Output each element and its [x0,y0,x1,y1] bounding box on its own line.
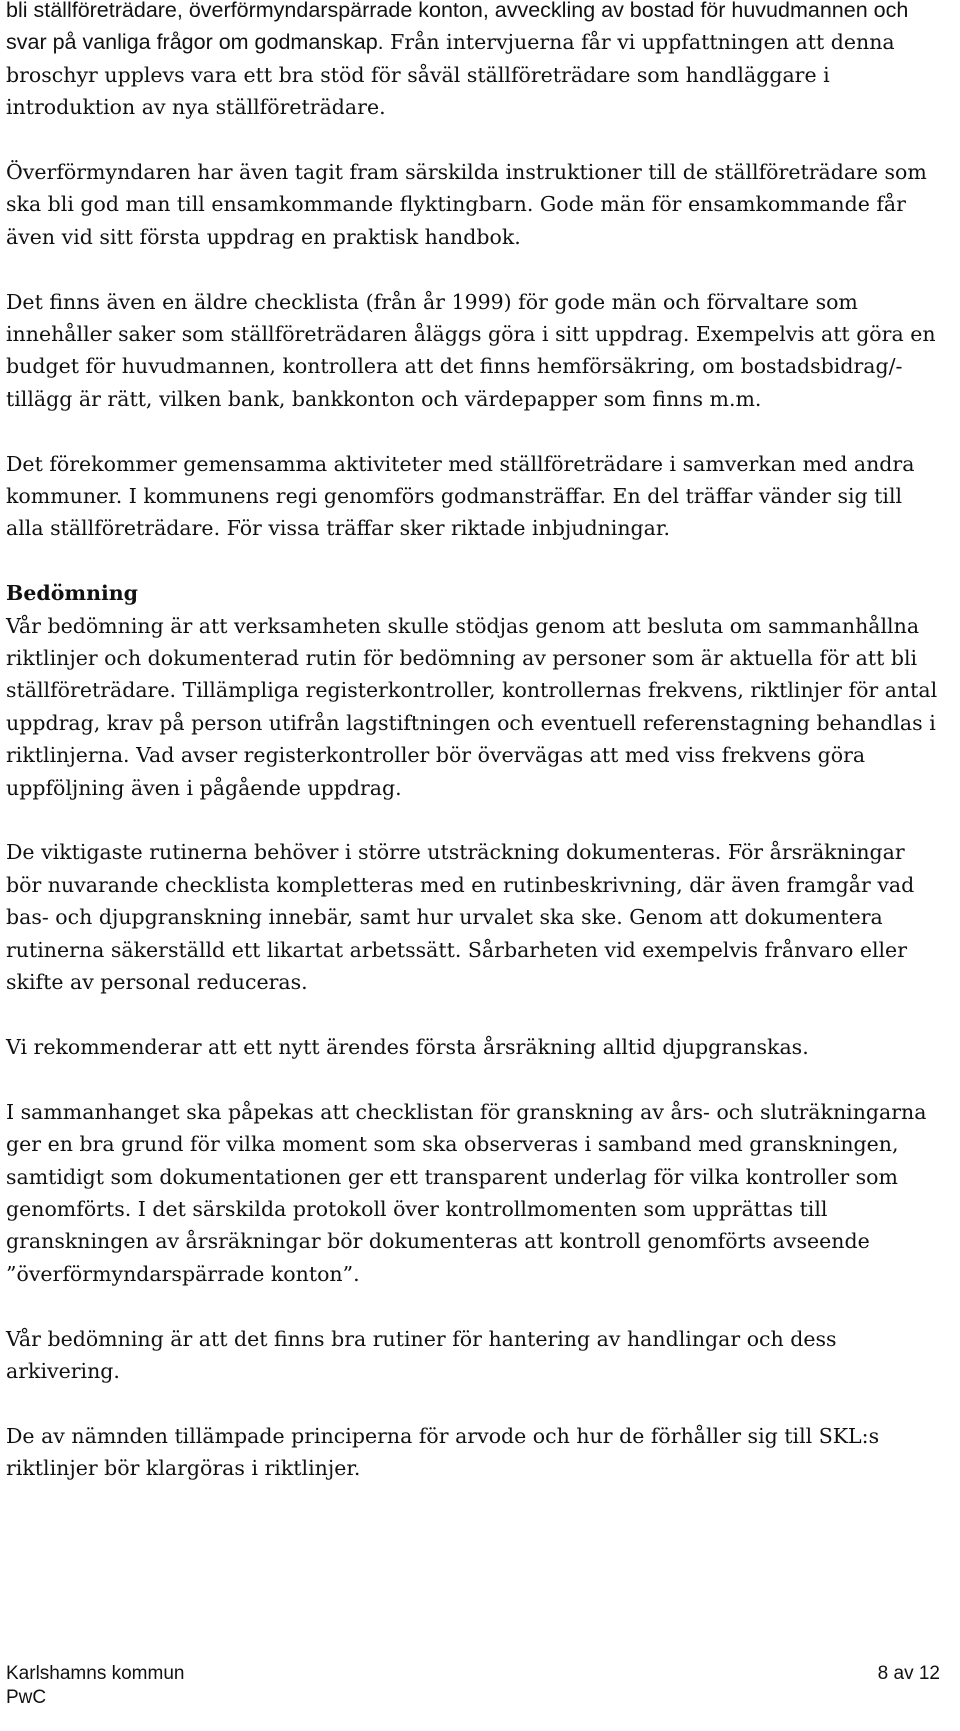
assessment-paragraph-routines: De viktigaste rutinerna behöver i större utsträckning dokumenteras. För årsräkningar bör nuvarande checklista kompletteras med en rutinbeskrivning, där även framgår vad bas- och djupgranskning innebär, samt hur urvalet ska ske. Genom att dokumentera rutinerna säkerställd ett likartat arbetssätt. Sårbarheten vid exempelvis frånvaro eller skifte av personal reduceras. [6,840,915,995]
paragraph-brochure [6,0,946,124]
assessment-paragraph-recommendation: Vi rekommenderar att ett nytt ärendes första årsräkning alltid djupgranskas. [6,1034,809,1059]
assessment-paragraph-archiving: Vår bedömning är att det finns bra rutiner för hantering av handlingar och dess arkivering. [6,1326,837,1383]
paragraph-checklist: Det finns även en äldre checklista (från år 1999) för gode män och förvaltare som innehåller saker som ställföreträdaren åläggs göra i sitt uppdrag. Exempelvis att göra en budget för huvudmannen, kontrollera att det finns hemförsäkring, om bostadsbidrag/-tillägg är rätt, vilken bank, bankkonton och värdepapper som finns m.m. [6,289,936,411]
paragraph-brochure-part1: bli ställföreträdare, överförmyndarspärrade konton, avveckling av bostad för huvudmannen och svar på vanliga frågor om godmanskap. [6,0,909,55]
footer-row [6,1662,950,1686]
assessment-paragraph-fees: De av nämnden tillämpade principerna för arvode och hur de förhåller sig till SKL:s riktlinjer bör klargöras i riktlinjer. [6,1423,880,1481]
footer-page-number: 8 av 12 [877,1663,940,1684]
paragraph-activities: Det förekommer gemensamma aktiviteter med ställföreträdare i samverkan med andra kommuner. I kommunens regi genomförs godmansträffar. En del träffar vänder sig till alla ställföreträdare. För vissa träffar sker riktade inbjudningar. [6,451,915,541]
assessment-paragraph-guidelines: Vår bedömning är att verksamheten skulle stödjas genom att besluta om sammanhållna riktlinjer och dokumenterad rutin för bedömning av personer som är aktuella för att bli ställföreträdare. Tillämpliga registerkontroller, kontrollernas frekvens, riktlinjer för antal uppdrag, krav på person utifrån lagstiftningen och eventuell referenstagning behandlas i riktlinjerna. Vad avser registerkontroller bör övervägas att med viss frekvens göra uppföljning även i pågående uppdrag. [6,613,938,800]
paragraph-instructions: Överförmyndaren har även tagit fram särskilda instruktioner till de ställföreträdare som ska bli god man till ensamkommande flyktingbarn. Gode män för ensamkommande får även vid sitt första uppdrag en praktisk handbok. [6,160,927,249]
footer-author: PwC [6,1687,47,1708]
page-footer [6,1662,950,1710]
document-page [6,0,946,1517]
paragraph-brochure-part2: Från intervjuerna får vi uppfattningen att denna broschyr upplevs vara ett bra stöd för såväl ställföreträdare som handläggare i introduktion av nya ställföreträdare. [6,30,895,120]
assessment-paragraph-checklist: I sammanhanget ska påpekas att checklistan för granskning av års- och sluträkningarna ger en bra grund för vilka moment som ska observeras i samband med granskningen, samtidigt som dokumentationen ger ett transparent underlag för vilka kontroller som genomförts. I det särskilda protokoll över kontrollmomenten som upprättas till granskningen av årsräkningar bör dokumenteras att kontroll genomförts avseende ”överförmyndarspärrade konton”. [6,1099,927,1286]
footer-organization: Karlshamns kommun [6,1663,185,1684]
assessment-section [6,577,946,1484]
section-heading: Bedömning [6,581,138,606]
